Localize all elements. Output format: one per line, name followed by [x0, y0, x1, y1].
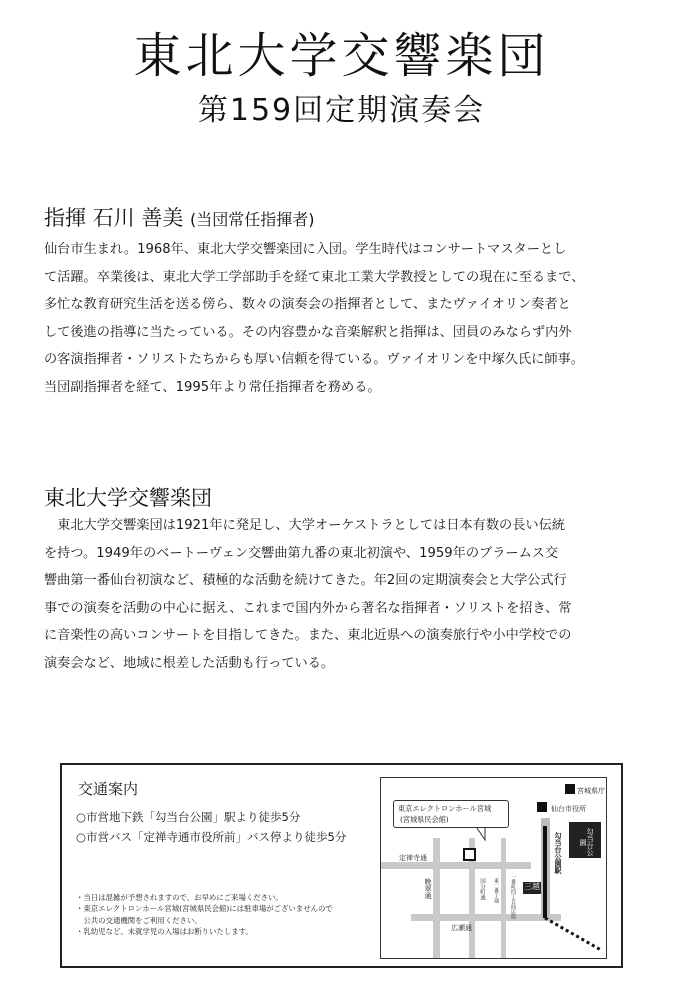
description-line: 響曲第一番仙台初演など、積極的な活動を続けてきた。年2回の定期演奏会と大学公式行: [44, 573, 567, 589]
road-bansui: [433, 838, 440, 959]
park-label: [579, 828, 593, 856]
hall-callout: [393, 800, 509, 828]
conductor-name: 指揮 石川 善美: [44, 206, 184, 230]
higashi-nibancho-label: 東二番丁通: [493, 878, 499, 903]
mitsukoshi-label: 三越: [523, 882, 541, 894]
city-hall-label: 仙台市役所: [551, 805, 586, 813]
city-hall-marker: [537, 802, 547, 812]
access-map: [380, 777, 607, 959]
hall-marker: [464, 849, 475, 860]
road-ichibancho: [501, 838, 506, 959]
jozenji-label: 定禅寺通: [399, 854, 427, 862]
orchestra-description: [44, 512, 644, 678]
access-info-box: [60, 763, 623, 968]
concert-subtitle: 第159回定期演奏会: [197, 93, 486, 128]
hall-alt-name: (宮城県民会館): [400, 815, 449, 824]
hall-name: 東京エレクトロンホール宮城: [398, 804, 492, 813]
bansui-label: 晩翠通: [424, 878, 432, 899]
conductor-bio: [44, 236, 644, 402]
road-jozenji: [381, 862, 531, 869]
ichibancho-label: 一番町四丁目商店街: [510, 874, 516, 919]
orchestra-heading: 東北大学交響楽団: [44, 486, 212, 510]
bio-line: 仙台市生まれ。1968年、東北大学交響楽団に入団。学生時代はコンサートマスターとし: [44, 242, 567, 257]
subway-route: ○市営地下鉄「勾当台公園」駅より徒歩5分: [76, 810, 301, 824]
prefectural-office-marker: [565, 784, 575, 794]
description-line: に音楽性の高いコンサートを目指してきた。また、東北近県への演奏旅行や小中学校での: [44, 628, 572, 644]
note-line: 公共の交通機関をご利用ください。: [76, 915, 202, 925]
notes: [76, 892, 361, 938]
description-line: 演奏会など、地域に根差した活動も行っている。: [44, 655, 335, 671]
conductor-heading: [44, 204, 315, 234]
prefectural-office-label: 宮城県庁: [577, 787, 605, 795]
subway-dashed: [545, 918, 601, 950]
callout-tail: [477, 828, 485, 840]
description-line: 事での演奏を活動の中心に据え、これまで国内外から著名な指揮者・ソリストを招き、常: [44, 600, 572, 616]
note-line: ・東京エレクトロンホール宮城(宮城県民会館)には駐車場がございませんので: [76, 904, 333, 914]
kokubuncho-label: 国分町通: [479, 878, 485, 900]
hirose-label: 広瀬通: [451, 924, 472, 932]
note-line: ・乳幼児など、未就学児の入場はお断りいたします。: [76, 927, 253, 937]
description-line: を持つ。1949年のベートーヴェン交響曲第九番の東北初演や、1959年のブラームス交: [44, 545, 559, 561]
bio-line: て活躍。卒業後は、東北大学工学部助手を経て東北工業大学教授としての現在に至るまで、: [44, 269, 585, 285]
bio-line: の客演指揮者・ソリストたちからも厚い信頼を得ている。ヴァイオリンを中塚久氏に師事。: [44, 352, 584, 368]
description-line: 東北大学交響楽団は1921年に発足し、大学オーケストラとしては日本有数の長い伝統: [57, 518, 565, 533]
park-label-text: 勾当台公園: [579, 828, 594, 856]
station-label: 勾当台公園駅: [554, 832, 562, 874]
bus-route: ○市営バス「定禅寺通市役所前」バス停より徒歩5分: [76, 830, 347, 844]
subway-line: [543, 826, 547, 918]
bio-line: 多忙な教育研究生活を送る傍ら、数々の演奏会の指揮者として、またヴァイオリン奏者と: [44, 297, 571, 313]
bio-line: 当団副指揮者を経て、1995年より常任指揮者を務める。: [44, 379, 381, 395]
bio-line: して後進の指導に当たっている。その内容豊かな音楽解釈と指揮は、団員のみならず内外: [44, 324, 572, 340]
page-title: 東北大学交響楽団: [133, 28, 550, 84]
conductor-role: (当団常任指揮者): [190, 210, 315, 229]
note-line: ・当日は混雑が予想されますので、お早めにご来場ください。: [76, 893, 283, 902]
access-title: 交通案内: [78, 780, 139, 798]
